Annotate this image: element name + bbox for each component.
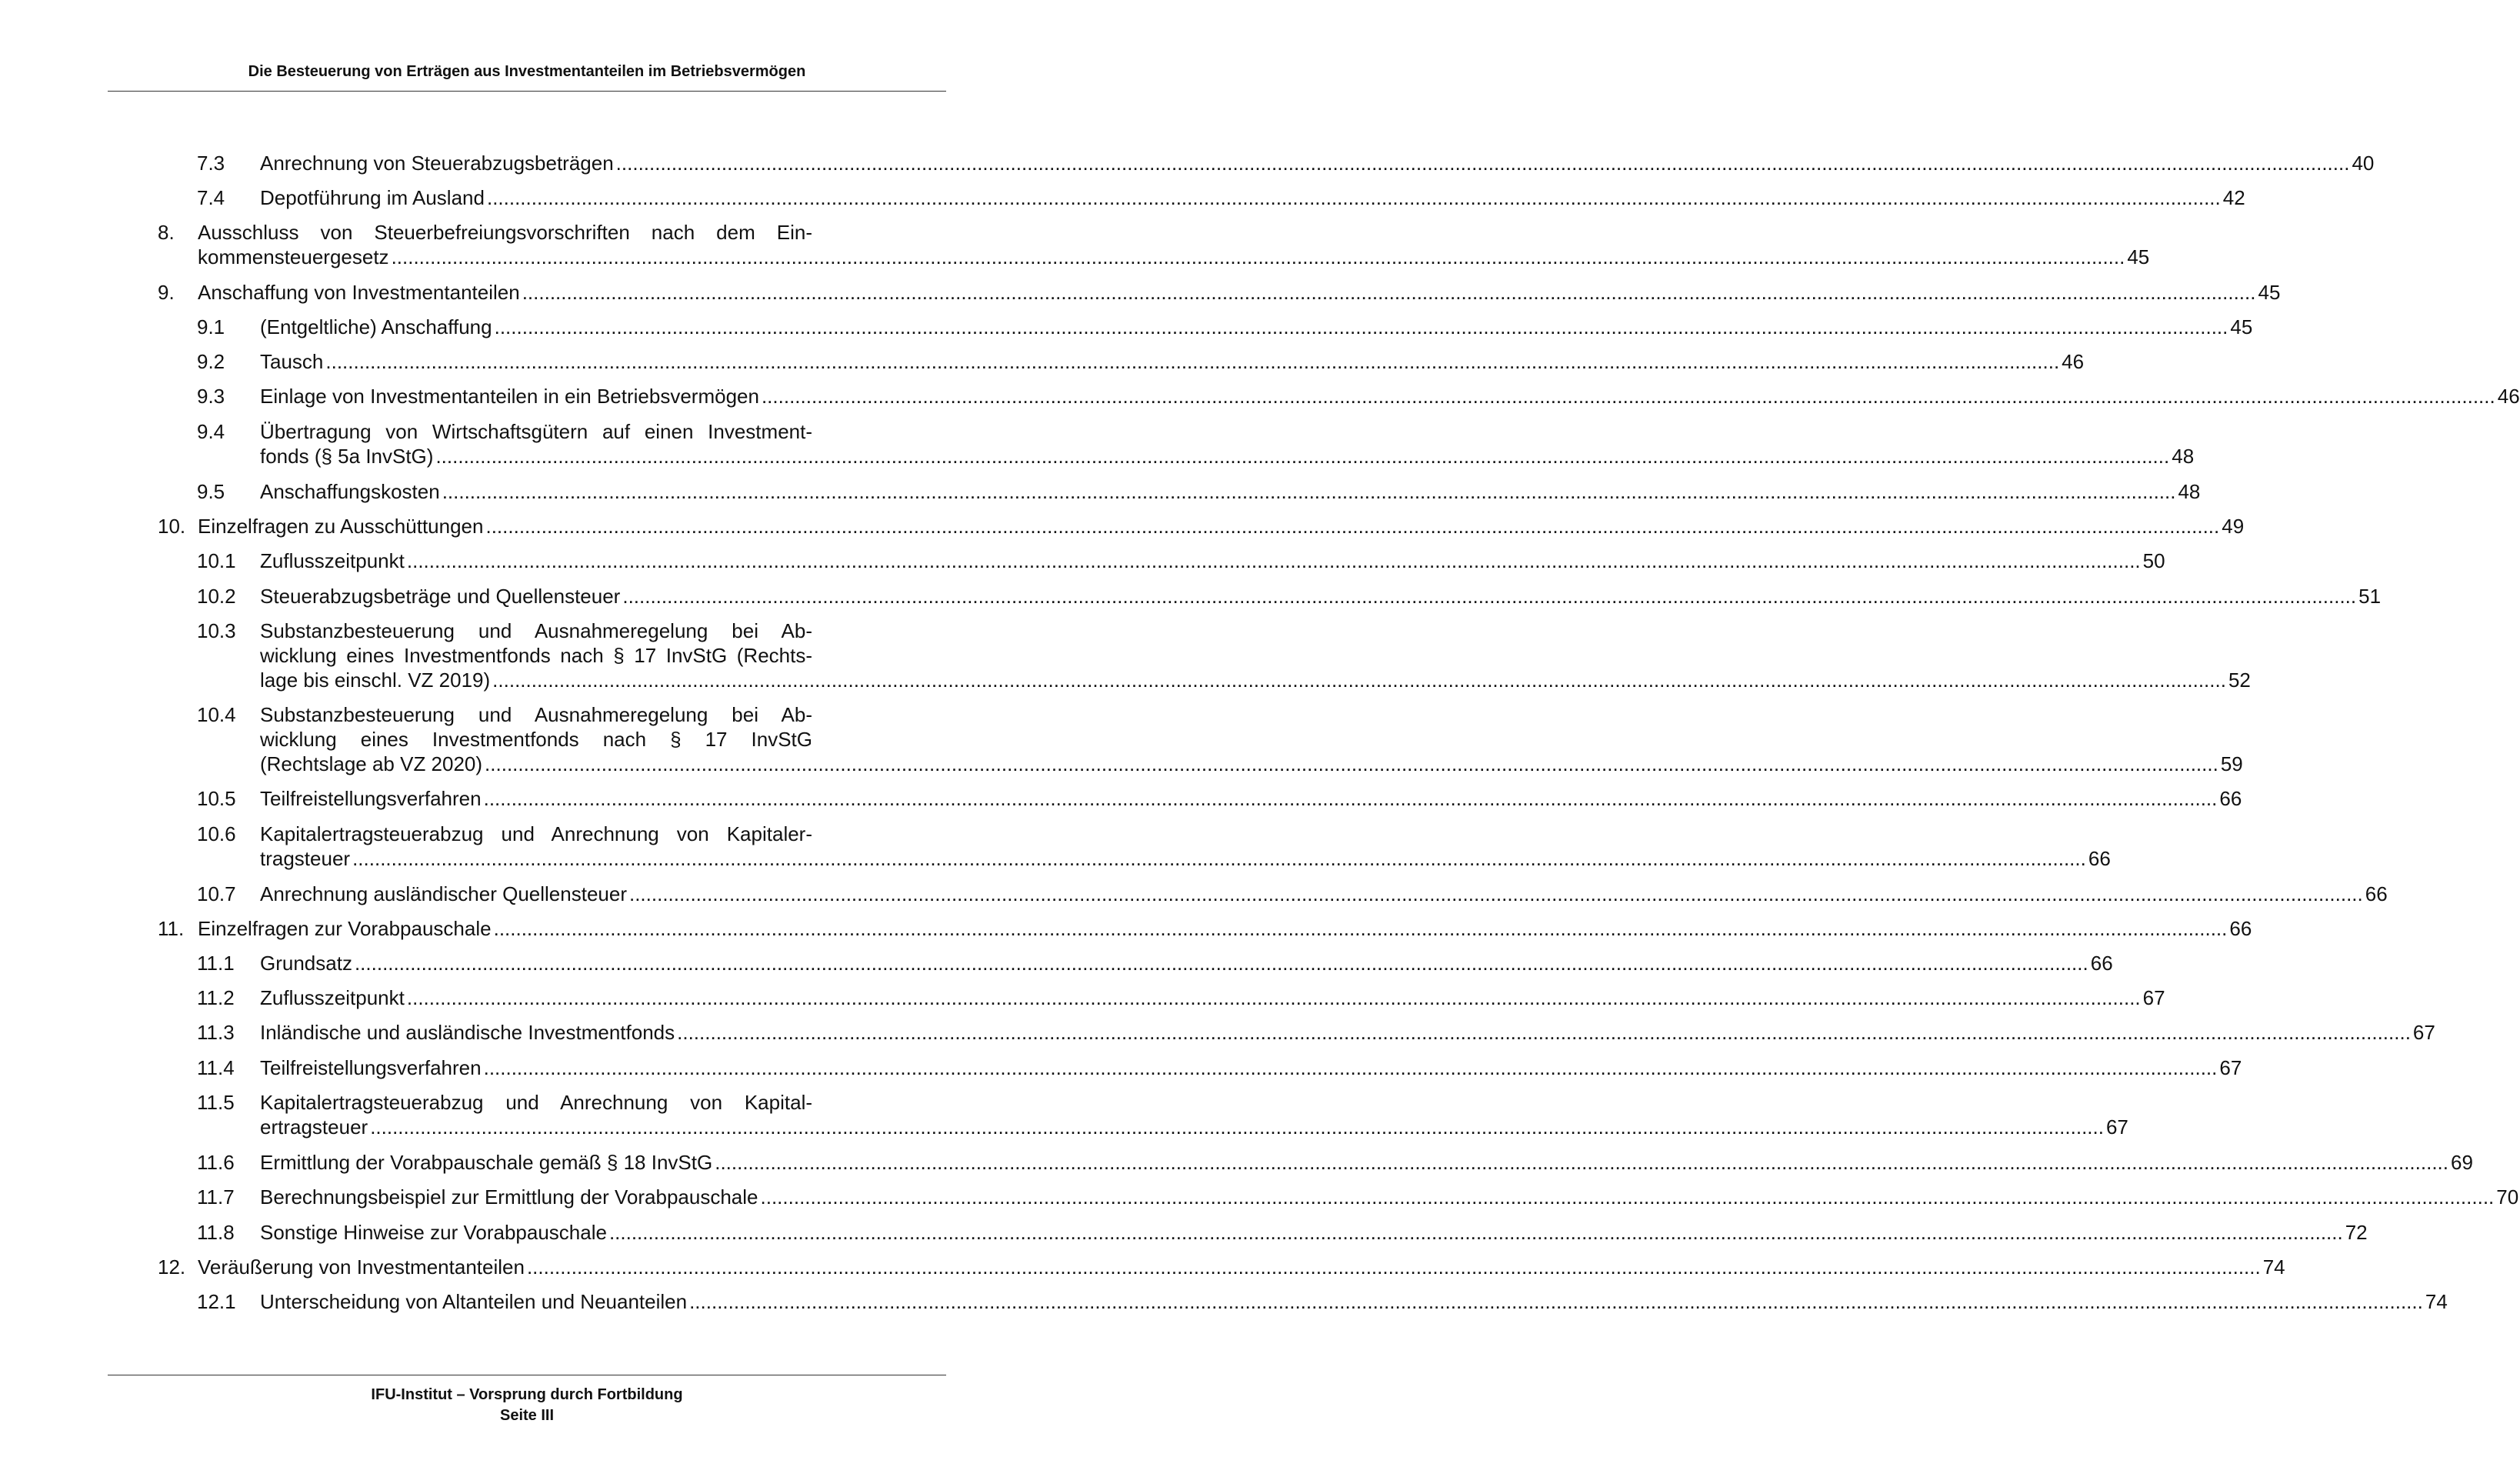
dot-leader: ........................................................................................................................................................................................................................................................................................................................ [715,1151,2448,1174]
toc-title: Tausch [260,350,324,373]
dot-leader: ........................................................................................................................................................................................................................................................................................................................ [622,585,2357,608]
dot-leader: ........................................................................................................................................................................................................................................................................................................................ [494,315,2228,338]
toc-title: Ermittlung der Vorabpauschale gemäß § 18 InvStG [260,1151,713,1174]
toc-number: 9.1 [197,315,225,338]
dot-leader: ........................................................................................................................................................................................................................................................................................................................ [391,245,2125,268]
toc-title: Berechnungsbeispiel zur Ermittlung der Vorabpauschale [260,1185,758,1209]
toc-page-number: 46 [2062,350,2085,373]
toc-page-number: 74 [2262,1255,2285,1279]
page-footer [108,1385,946,1426]
dot-leader: ........................................................................................................................................................................................................................................................................................................................ [406,986,2141,1009]
dot-leader: ........................................................................................................................................................................................................................................................................................................................ [442,480,2176,503]
toc-title: (Entgeltliche) Anschaffung [260,315,492,338]
toc-number: 9.2 [197,350,225,373]
toc-page-number: 67 [2105,1115,2128,1139]
toc-page-number: 67 [2142,986,2165,1009]
toc-title: Sonstige Hinweise zur Vorabpauschale [260,1221,607,1244]
toc-title: Einzelfragen zu Ausschüttungen [198,515,484,538]
toc-number: 11. [158,917,185,940]
toc-number: 10.5 [197,787,236,810]
dot-leader: ........................................................................................................................................................................................................................................................................................................................ [526,1255,2261,1279]
toc-page-number: 66 [2090,952,2113,975]
dot-leader: ........................................................................................................................................................................................................................................................................................................................ [352,847,2086,870]
dot-leader: ........................................................................................................................................................................................................................................................................................................................ [761,385,2495,408]
toc-number: 10.2 [197,585,236,608]
dot-leader: ........................................................................................................................................................................................................................................................................................................................ [485,752,2218,775]
toc-page-number: 59 [2220,752,2243,775]
toc-number: 7.4 [197,186,225,209]
toc-number: 12. [158,1255,186,1279]
dot-leader: ........................................................................................................................................................................................................................................................................................................................ [492,668,2226,692]
toc-page-number: 45 [2230,315,2253,338]
toc-page-number: 66 [2229,917,2252,940]
toc-number: 9.3 [197,385,225,408]
dot-leader: ........................................................................................................................................................................................................................................................................................................................ [486,186,2221,209]
dot-leader: ........................................................................................................................................................................................................................................................................................................................ [483,787,2218,810]
toc-number: 11.5 [197,1091,235,1114]
toc-title: tragsteuer [260,847,351,870]
toc-page-number: 51 [2358,585,2382,608]
dot-leader: ........................................................................................................................................................................................................................................................................................................................ [485,515,2220,538]
toc-page-number: 52 [2228,668,2251,692]
toc-number: 9.5 [197,480,225,503]
dot-leader: ........................................................................................................................................................................................................................................................................................................................ [493,917,2228,940]
dot-leader: ........................................................................................................................................................................................................................................................................................................................ [370,1115,2104,1139]
toc-page-number: 48 [2178,480,2201,503]
toc-title-line: Kapitalertragsteuerabzug und Anrechnung von Kapitaler- [260,822,812,845]
toc-number: 10.1 [197,549,236,572]
dot-leader: ........................................................................................................................................................................................................................................................................................................................ [435,445,2170,468]
toc-title: Anschaffung von Investmentanteilen [198,281,520,304]
toc-page-number: 70 [2496,1185,2519,1209]
toc-number: 10.3 [197,619,236,642]
dot-leader: ........................................................................................................................................................................................................................................................................................................................ [354,952,2088,975]
dot-leader: ........................................................................................................................................................................................................................................................................................................................ [608,1221,2343,1244]
dot-leader: ........................................................................................................................................................................................................................................................................................................................ [689,1290,2423,1313]
toc-number: 10.4 [197,703,236,726]
toc-page-number: 50 [2142,549,2165,572]
toc-title-line: Substanzbesteuerung und Ausnahmeregelung bei Ab- wicklung eines Investmentfonds nach § 17 InvStG (Rechts- [260,619,812,667]
dot-leader: ........................................................................................................................................................................................................................................................................................................................ [325,350,2060,373]
dot-leader: ........................................................................................................................................................................................................................................................................................................................ [677,1021,2411,1044]
toc-title-line: Übertragung von Wirtschaftsgütern auf einen Investment- [260,420,812,443]
toc-title: Einzelfragen zur Vorabpauschale [198,917,492,940]
toc-title-line: Ausschluss von Steuerbefreiungsvorschriften nach dem Ein- [198,221,812,244]
toc-number: 11.8 [197,1221,235,1244]
toc-page-number: 40 [2352,152,2375,175]
toc-title: Anrechnung von Steuerabzugsbeträgen [260,152,614,175]
toc-title: Teilfreistellungsverfahren [260,1056,482,1079]
dot-leader: ........................................................................................................................................................................................................................................................................................................................ [406,549,2141,572]
footer-institute: IFU-Institut – Vorsprung durch Fortbildung [371,1386,683,1403]
toc-title: Zuflusszeitpunkt [260,549,405,572]
toc-title: kommensteuergesetz [198,245,389,268]
toc-page-number: 67 [2219,1056,2242,1079]
toc-title: Zuflusszeitpunkt [260,986,405,1009]
toc-title: Teilfreistellungsverfahren [260,787,482,810]
toc-page-number: 69 [2451,1151,2473,1174]
toc-number: 12.1 [197,1290,236,1313]
toc-title: Veräußerung von Investmentanteilen [198,1255,525,1279]
toc-title: ertragsteuer [260,1115,368,1139]
toc-number: 10.6 [197,822,236,845]
toc-page-number: 66 [2219,787,2242,810]
toc-title: Anschaffungskosten [260,480,440,503]
toc-title: Unterscheidung von Altanteilen und Neuanteilen [260,1290,688,1313]
toc-title: fonds (§ 5a InvStG) [260,445,434,468]
toc-number: 10. [158,515,186,538]
toc-title: Depotführung im Ausland [260,186,485,209]
toc-number: 11.3 [197,1021,235,1044]
toc-title: Inländische und ausländische Investmentfonds [260,1021,675,1044]
dot-leader: ........................................................................................................................................................................................................................................................................................................................ [615,152,2350,175]
toc-title: lage bis einschl. VZ 2019) [260,668,491,692]
dot-leader: ........................................................................................................................................................................................................................................................................................................................ [522,281,2256,304]
toc-page-number: 45 [2127,245,2150,268]
dot-leader: ........................................................................................................................................................................................................................................................................................................................ [628,882,2363,905]
toc-page-number: 66 [2365,882,2388,905]
toc-number: 8. [158,221,175,244]
toc-title: Einlage von Investmentanteilen in ein Betriebsvermögen [260,385,759,408]
toc-number: 11.6 [197,1151,235,1174]
toc-number: 11.4 [197,1056,235,1079]
toc-number: 10.7 [197,882,236,905]
footer-page-label: Seite III [499,1407,555,1424]
toc-title-line: Substanzbesteuerung und Ausnahmeregelung bei Ab- wicklung eines Investmentfonds nach § 17 InvStG [260,703,812,751]
dot-leader: ........................................................................................................................................................................................................................................................................................................................ [483,1056,2218,1079]
toc-page-number: 74 [2425,1290,2448,1313]
toc-page-number: 48 [2172,445,2195,468]
toc-number: 11.1 [197,952,235,975]
toc-page-number: 72 [2345,1221,2368,1244]
toc-page-number: 45 [2258,281,2281,304]
toc-title: Anrechnung ausländischer Quellensteuer [260,882,627,905]
toc-page-number: 49 [2222,515,2245,538]
toc-title: (Rechtslage ab VZ 2020) [260,752,483,775]
toc-number: 9.4 [197,420,225,443]
toc-title: Grundsatz [260,952,352,975]
toc-number: 11.7 [197,1185,235,1209]
page-header-title: Die Besteuerung von Erträgen aus Investmentanteilen im Betriebsvermögen [248,63,806,80]
toc-title-line: Kapitalertragsteuerabzug und Anrechnung von Kapital- [260,1091,812,1114]
toc-number: 7.3 [197,152,225,175]
toc-title: Steuerabzugsbeträge und Quellensteuer [260,585,621,608]
toc-page-number: 46 [2497,385,2520,408]
toc-page-number: 66 [2088,847,2111,870]
toc-number: 9. [158,281,175,304]
dot-leader: ........................................................................................................................................................................................................................................................................................................................ [760,1185,2495,1209]
toc-page-number: 42 [2222,186,2245,209]
toc-number: 11.2 [197,986,235,1009]
header-rule [108,91,946,92]
toc-page-number: 67 [2412,1021,2435,1044]
